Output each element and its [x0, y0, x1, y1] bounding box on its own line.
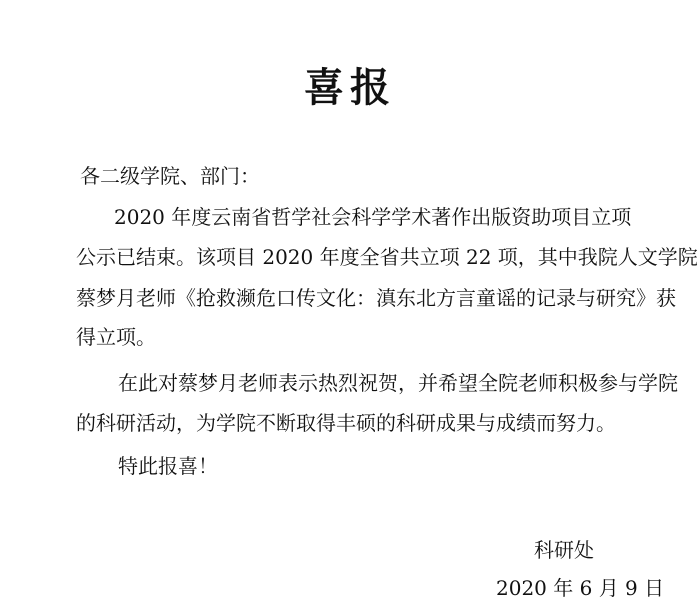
- document-title: 喜报: [304, 64, 396, 111]
- paragraph-line: 蔡梦月老师《抢救濒危口传文化：滇东北方言童谣的记录与研究》获: [76, 286, 676, 310]
- paragraph-line: 在此对蔡梦月老师表示热烈祝贺，并希望全院老师积极参与学院: [118, 371, 678, 395]
- salutation: 各二级学院、部门：: [80, 164, 260, 188]
- paragraph-line: 2020 年度云南省哲学社会科学学术著作出版资助项目立项: [114, 205, 632, 229]
- document-date: 2020 年 6 月 9 日: [496, 576, 665, 600]
- paragraph-line: 特此报喜！: [118, 454, 218, 478]
- paragraph-line: 得立项。: [76, 325, 156, 349]
- paragraph-line: 的科研活动，为学院不断取得丰硕的科研成果与成绩而努力。: [76, 411, 616, 435]
- paragraph-line: 公示已结束。该项目 2020 年度全省共立项 22 项，其中我院人文学院: [76, 245, 698, 269]
- signature-department: 科研处: [534, 538, 594, 562]
